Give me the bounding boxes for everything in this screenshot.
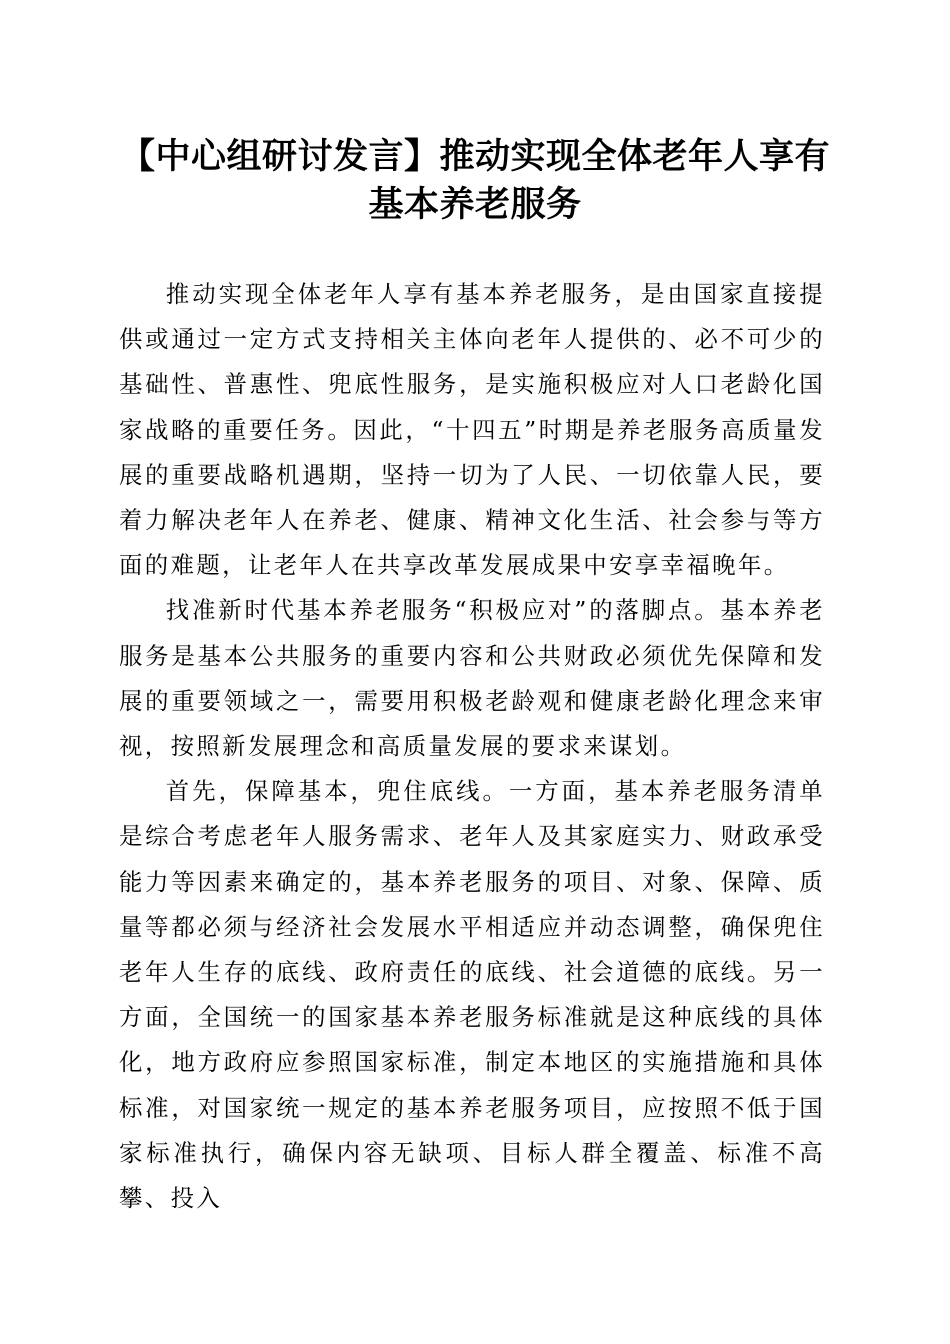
document-body — [119, 272, 825, 1221]
title-line-2: 基本养老服务 — [368, 185, 582, 225]
title-line-1: 【中心组研讨发言】推动实现全体老年人享有 — [119, 137, 830, 177]
paragraph-first-point: 首先，保障基本，兜住底线。一方面，基本养老服务清单是综合考虑老年人服务需求、老年人及其家庭实力、财政承受能力等因素来确定的，基本养老服务的项目、对象、保障、质量等都必须与经济社会发展水平相适应并动态调整，确保兜住老年人生存的底线、政府责任的底线、社会道德的底线。另一方面，全国统一的国家基本养老服务标准就是这种底线的具体化，地方政府应参照国家标准，制定本地区的实施措施和具体标准，对国家统一规定的基本养老服务项目，应按照不低于国家标准执行，确保内容无缺项、目标人群全覆盖、标准不高攀、投入 — [119, 777, 825, 1213]
paragraph-intro: 推动实现全体老年人享有基本养老服务，是由国家直接提供或通过一定方式支持相关主体向老年人提供的、必不可少的基础性、普惠性、兜底性服务，是实施积极应对人口老龄化国家战略的重要任务。因此，“十四五”时期是养老服务高质量发展的重要战略机遇期，坚持一切为了人民、一切依靠人民，要着力解决老年人在养老、健康、精神文化生活、社会参与等方面的难题，让老年人在共享改革发展成果中安享幸福晚年。 — [119, 280, 825, 580]
document-title — [110, 133, 840, 229]
paragraph-focus: 找准新时代基本养老服务“积极应对”的落脚点。基本养老服务是基本公共服务的重要内容和公共财政必须优先保障和发展的重要领域之一，需要用积极老龄观和健康老龄化理念来审视，按照新发展理念和高质量发展的要求来谋划。 — [119, 596, 825, 761]
